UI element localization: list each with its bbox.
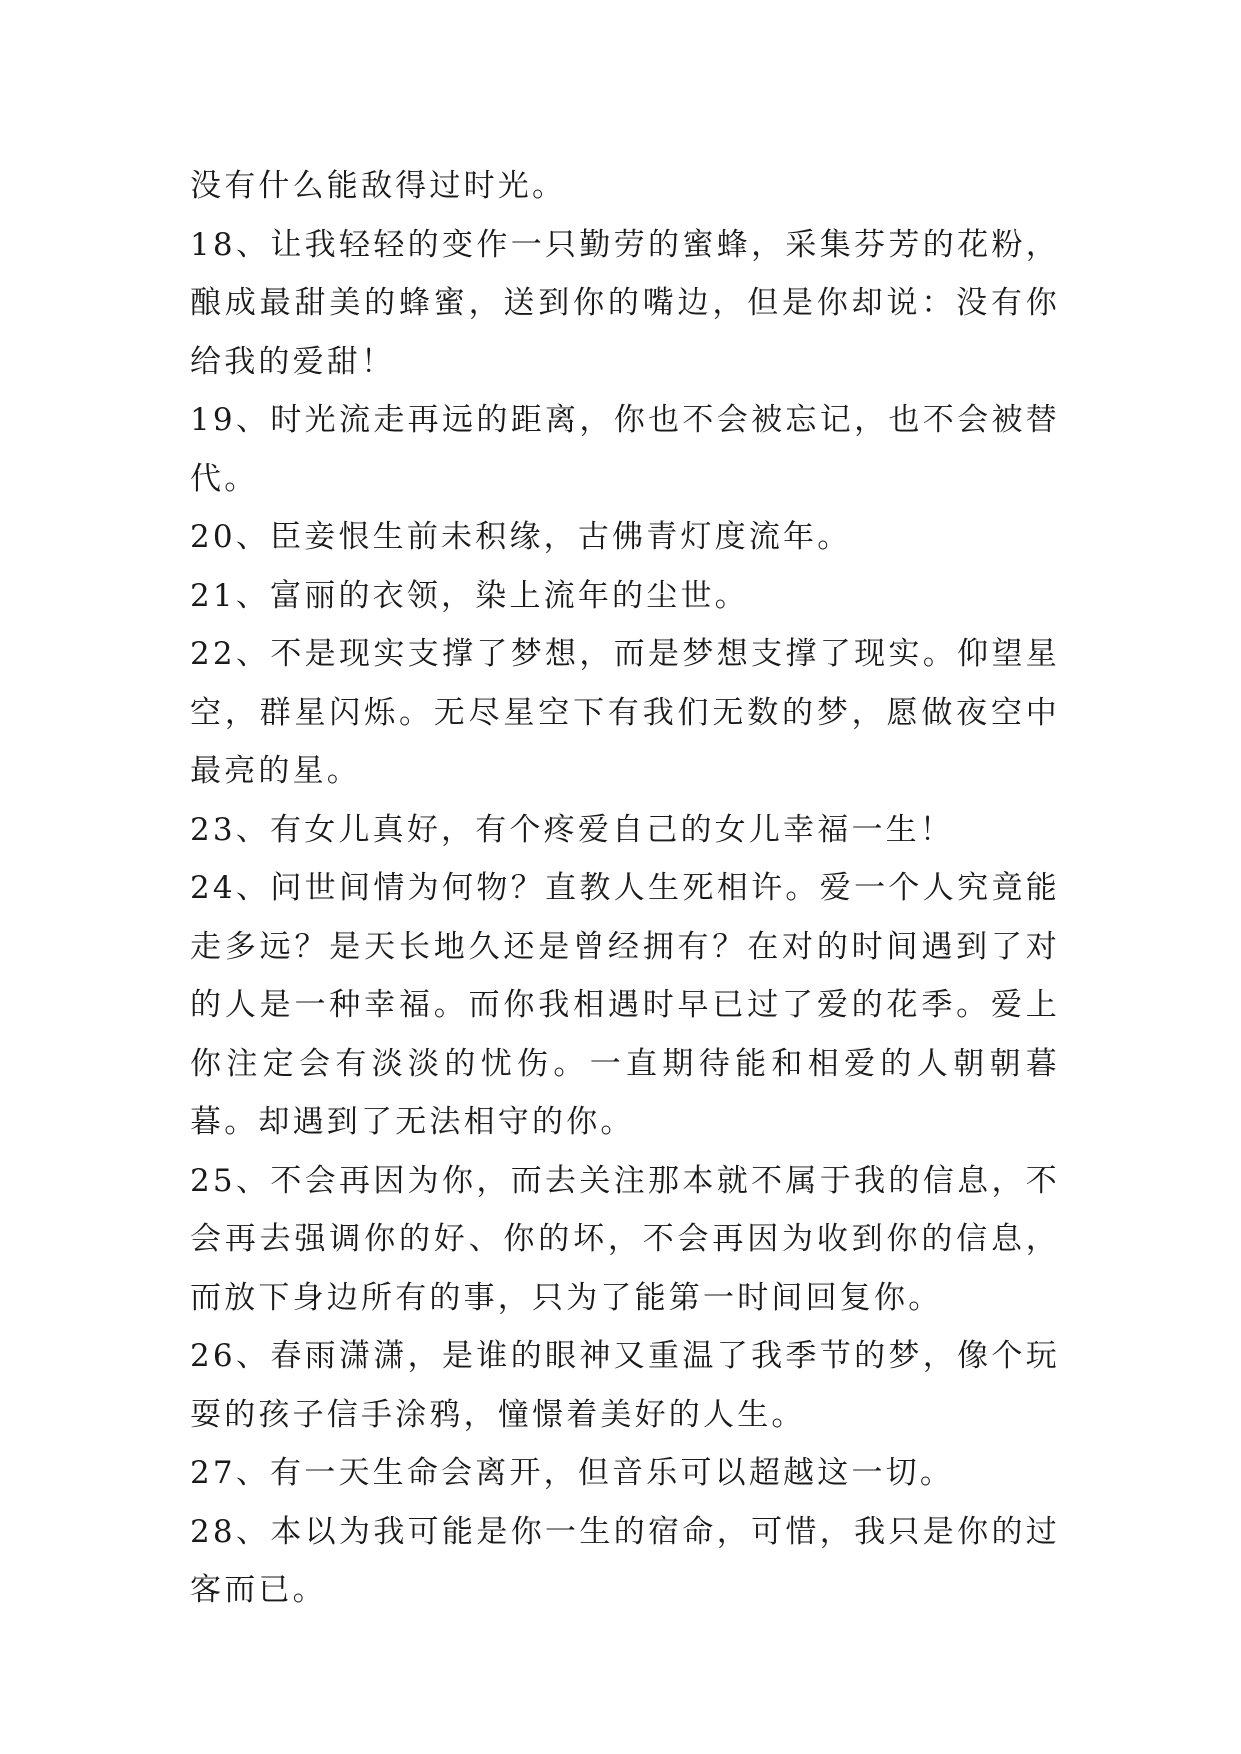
paragraph-21: 21、富丽的衣领，染上流年的尘世。: [190, 577, 749, 614]
paragraph-24: 24、问世间情为何物？直教人生死相许。爱一个人究竟能走多远？是天长地久还是曾经拥有？在对的时间遇到了对的人是一种幸福。而你我相遇时早已过了爱的花季。爱上你注定会有淡淡的忧伤。一直期待能和相爱的人朝朝暮暮。却遇到了无法相守的你。: [190, 870, 1060, 1140]
paragraph-26: 26、春雨潇潇，是谁的眼神又重温了我季节的梦，像个玩耍的孩子信手涂鸦，憧憬着美好的人生。: [190, 1338, 1060, 1433]
paragraph-continuation: 没有什么能敌得过时光。: [190, 168, 567, 204]
paragraph-27: 27、有一天生命会离开，但音乐可以超越这一切。: [190, 1455, 955, 1491]
document-page: [190, 157, 1060, 1620]
paragraph-28: 28、本以为我可能是你一生的宿命，可惜，我只是你的过客而已。: [190, 1513, 1060, 1608]
paragraph-18: 18、让我轻轻的变作一只勤劳的蜜蜂，采集芬芳的花粉，酿成最甜美的蜂蜜，送到你的嘴边，但是你却说：没有你给我的爱甜！: [190, 226, 1060, 380]
paragraph-20: 20、臣妾恨生前未积缘，古佛青灯度流年。: [190, 519, 852, 555]
paragraph-19: 19、时光流走再远的距离，你也不会被忘记，也不会被替代。: [190, 402, 1060, 497]
paragraph-22: 22、不是现实支撑了梦想，而是梦想支撑了现实。仰望星空，群星闪烁。无尽星空下有我们无数的梦，愿做夜空中最亮的星。: [190, 636, 1060, 789]
paragraph-23: 23、有女儿真好，有个疼爱自己的女儿幸福一生！: [190, 811, 955, 848]
paragraph-25: 25、不会再因为你，而去关注那本就不属于我的信息，不会再去强调你的好、你的坏，不会再因为收到你的信息，而放下身边所有的事，只为了能第一时间回复你。: [190, 1162, 1060, 1316]
